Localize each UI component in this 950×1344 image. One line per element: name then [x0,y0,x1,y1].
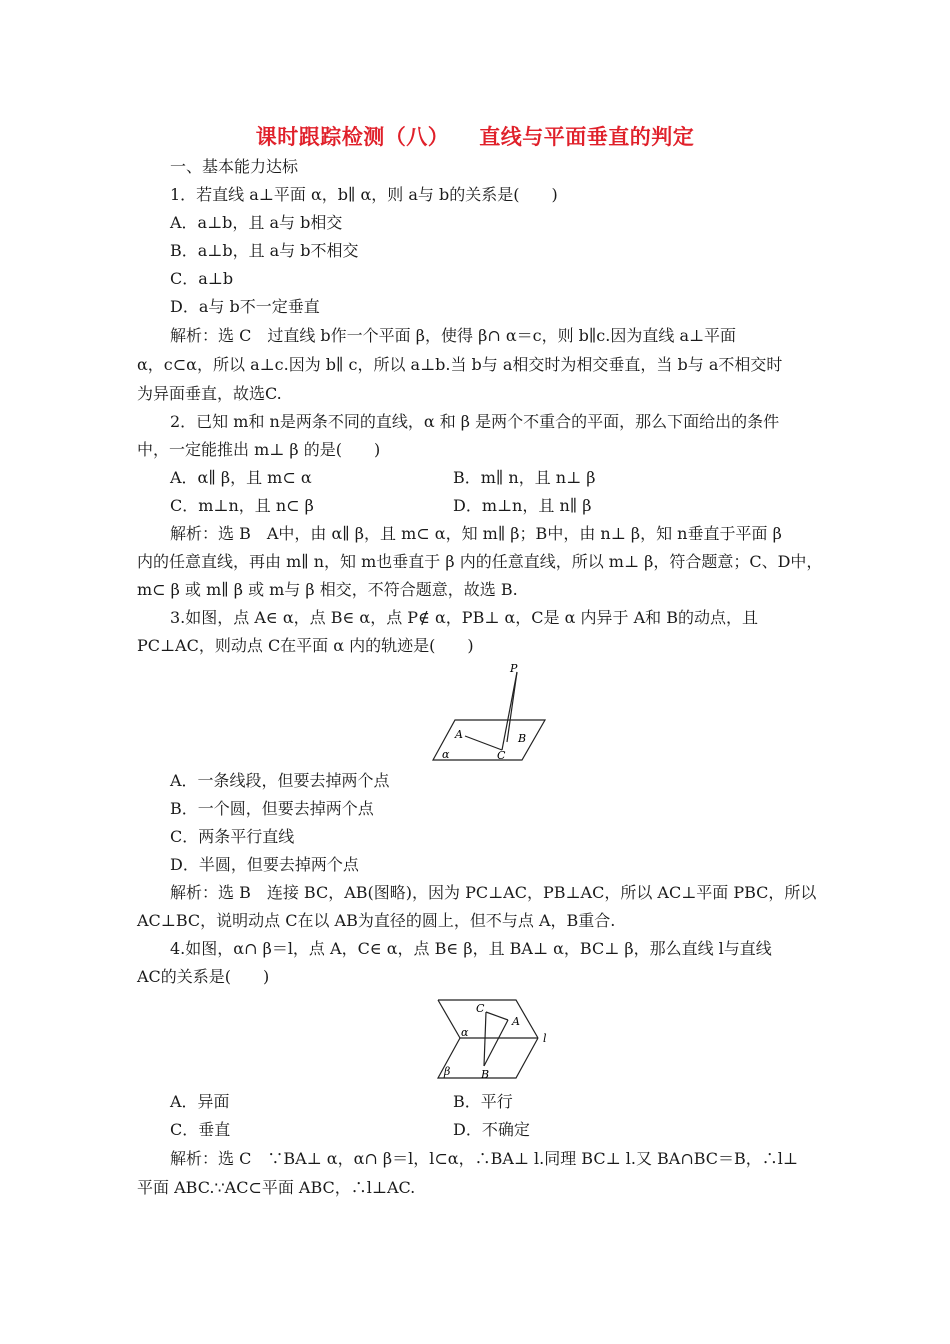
label-b: B [518,732,527,745]
q2-analysis-line-2: 内的任意直线，再由 m∥ n，知 m也垂直于 β 内的任意直线，所以 m⊥ β，符合题意；C、D中， [137,552,823,571]
q3-option-c: C．两条平行直线 [170,827,295,846]
plane-alpha-outline [438,1000,538,1038]
q4-stem-line-1: 4.如图，α∩ β＝l，点 A，C∈ α，点 B∈ β，且 BA⊥ α，BC⊥ β，那么直线 l与直线 [170,939,772,958]
segment-cb [484,1012,486,1066]
label-a: A [512,1015,520,1028]
q1-analysis-line-1: 解析：选 C 过直线 b作一个平面 β，使得 β∩ α＝c，则 b∥c.因为直线 a⊥平面 [170,326,737,345]
q3-analysis-line-1: 解析：选 B 连接 BC，AB(图略)，因为 PC⊥AC，PB⊥AC，所以 AC⊥平面 PBC，所以 [170,883,817,902]
q1-option-b: B．a⊥b，且 a与 b不相交 [170,241,359,260]
q3-stem-line-2: PC⊥AC，则动点 C在平面 α 内的轨迹是( ) [137,636,474,655]
q3-option-a: A．一条线段，但要去掉两个点 [170,771,390,790]
q3-stem-line-1: 3.如图，点 A∈ α，点 B∈ α，点 P∉ α，PB⊥ α，C是 α 内异于 A和 B的动点，且 [170,608,758,627]
label-p: P [510,662,518,675]
section-heading: 一、基本能力达标 [170,157,299,176]
label-a: A [455,728,463,741]
q2-stem-line-2: 中，一定能推出 m⊥ β 的是( ) [137,440,381,459]
plane-alpha [433,720,545,760]
q4-option-c: C．垂直 [170,1120,231,1139]
label-c: C [476,1002,485,1015]
q2-option-d: D．m⊥n，且 n∥ β [453,496,592,515]
q2-analysis-line-3: m⊂ β 或 m∥ β 或 m与 β 相交，不符合题意，故选 B. [137,580,518,599]
segment-ab [484,1020,508,1066]
label-beta: β [444,1065,451,1078]
title-part2: 直线与平面垂直的判定 [479,124,695,149]
q1-option-d: D．a与 b不一定垂直 [170,297,320,316]
segment-pc [502,672,517,750]
q1-stem: 1．若直线 a⊥平面 α，b∥ α，则 a与 b的关系是( ) [170,185,558,204]
q4-analysis-line-2: 平面 ABC.∵AC⊂平面 ABC，∴l⊥AC. [137,1178,416,1197]
q1-analysis-line-3: 为异面垂直，故选C. [137,384,282,403]
label-b: B [481,1068,490,1081]
q3-option-d: D．半圆，但要去掉两个点 [170,855,359,874]
segment-ca [486,1012,508,1020]
q2-option-a: A．α∥ β，且 m⊂ α [170,468,312,487]
q2-option-b: B．m∥ n，且 n⊥ β [453,468,596,487]
q4-stem-line-2: AC的关系是( ) [137,967,270,986]
plane-alpha-left-edge [438,1000,460,1038]
q4-option-b: B．平行 [453,1092,513,1111]
label-alpha: α [461,1026,469,1039]
q1-option-c: C．a⊥b [170,269,234,288]
q2-option-c: C．m⊥n，且 n⊂ β [170,496,314,515]
title-part1: 课时跟踪检测（八） [255,124,450,149]
q3-option-b: B．一个圆，但要去掉两个点 [170,799,374,818]
q4-analysis-line-1: 解析：选 C ∵BA⊥ α，α∩ β＝l，l⊂α，∴BA⊥ l.同理 BC⊥ l.又 BA∩BC＝B，∴l⊥ [170,1149,798,1168]
q4-option-a: A．异面 [170,1092,230,1111]
label-alpha: α [442,748,450,761]
page-title [0,121,950,151]
q4-figure [432,994,562,1084]
q3-analysis-line-2: AC⊥BC，说明动点 C在以 AB为直径的圆上，但不与点 A，B重合. [137,911,616,930]
label-l: l [543,1032,547,1045]
q1-option-a: A．a⊥b，且 a与 b相交 [170,213,343,232]
q3-figure [432,660,556,766]
q2-stem-line-1: 2．已知 m和 n是两条不同的直线，α 和 β 是两个不重合的平面，那么下面给出的条件 [170,412,780,431]
q4-option-d: D．不确定 [453,1120,530,1139]
segment-ac [465,736,502,750]
label-c: C [497,749,506,762]
q1-analysis-line-2: α，c⊂α，所以 a⊥c.因为 b∥ c，所以 a⊥b.当 b与 a相交时为相交垂直，当 b与 a不相交时 [137,355,783,374]
q2-analysis-line-1: 解析：选 B A中，由 α∥ β，且 m⊂ α，知 m∥ β；B中，由 n⊥ β，知 n垂直于平面 β [170,524,782,543]
